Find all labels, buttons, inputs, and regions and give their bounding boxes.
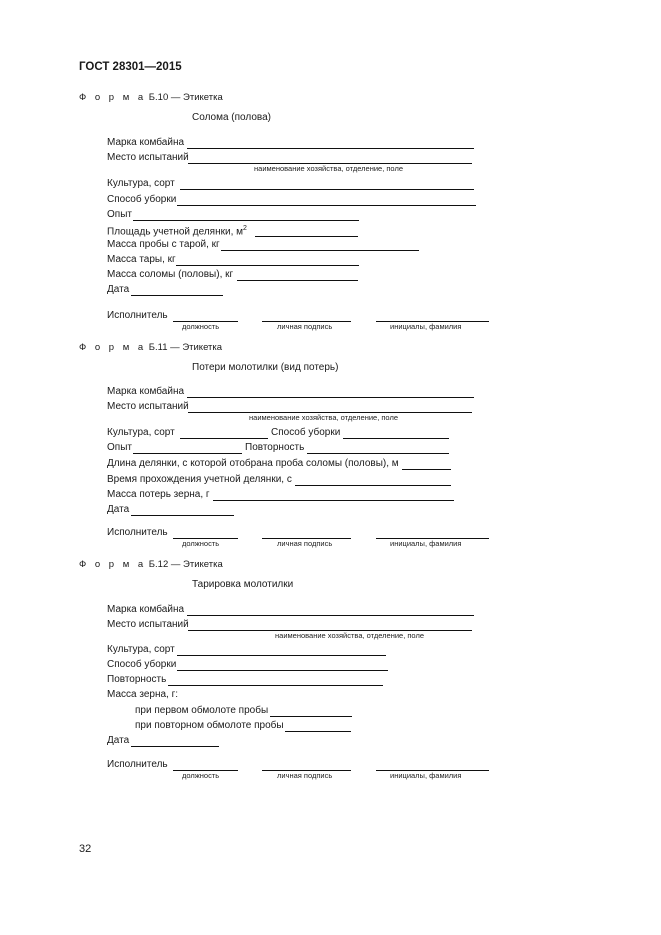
date-label: Дата (107, 284, 130, 295)
length-label: Длина делянки, с которой отобрана проба соломы (половы), м (107, 458, 399, 469)
length-field[interactable] (402, 469, 451, 470)
executor-label: Исполнитель (107, 527, 168, 538)
form-b10-title: Солома (полова) (192, 112, 271, 123)
culture-field[interactable] (177, 655, 386, 656)
initials-hint: инициалы, фамилия (390, 771, 462, 780)
sample-mass-label: Масса пробы с тарой, кг (107, 239, 220, 250)
experiment-label: Опыт (107, 442, 132, 453)
place-label: Место испытаний (107, 619, 189, 630)
date-label: Дата (107, 735, 130, 746)
date-field[interactable] (131, 295, 223, 296)
place-hint: наименование хозяйства, отделение, поле (275, 631, 424, 640)
experiment-field[interactable] (133, 453, 242, 454)
executor-label: Исполнитель (107, 759, 168, 770)
second-threshing-field[interactable] (285, 731, 351, 732)
area-field[interactable] (255, 236, 358, 237)
combine-field[interactable] (187, 148, 474, 149)
method-label: Способ уборки (107, 194, 177, 205)
combine-label: Марка комбайна (107, 137, 185, 148)
position-hint: должность (182, 771, 220, 780)
combine-label: Марка комбайна (107, 604, 185, 615)
second-threshing-label: при повторном обмолоте пробы (135, 720, 284, 731)
tare-mass-label: Масса тары, кг (107, 254, 176, 265)
culture-label: Культура, сорт (107, 427, 175, 438)
initials-hint: инициалы, фамилия (390, 322, 462, 331)
repeat-label: Повторность (245, 442, 305, 453)
signature-hint: личная подпись (277, 322, 333, 331)
executor-label: Исполнитель (107, 310, 168, 321)
form-b10-caption: Ф о р м а Б.10 — Этикетка (79, 92, 223, 103)
method-field[interactable] (343, 438, 449, 439)
date-field[interactable] (131, 746, 219, 747)
culture-label: Культура, сорт (107, 178, 175, 189)
first-threshing-field[interactable] (270, 716, 352, 717)
culture-label: Культура, сорт (107, 644, 175, 655)
repeat-field[interactable] (307, 453, 449, 454)
first-threshing-label: при первом обмолоте пробы (135, 705, 269, 716)
method-label: Способ уборки (271, 427, 341, 438)
place-label: Место испытаний (107, 401, 189, 412)
position-hint: должность (182, 539, 220, 548)
experiment-field[interactable] (133, 220, 359, 221)
form-b11-title: Потери молотилки (вид потерь) (192, 362, 339, 373)
page-number: 32 (79, 843, 92, 855)
straw-mass-label: Масса соломы (половы), кг (107, 269, 234, 280)
time-label: Время прохождения учетной делянки, с (107, 474, 292, 485)
combine-field[interactable] (187, 615, 474, 616)
position-hint: должность (182, 322, 220, 331)
initials-hint: инициалы, фамилия (390, 539, 462, 548)
method-label: Способ уборки (107, 659, 177, 670)
straw-mass-field[interactable] (237, 280, 358, 281)
date-field[interactable] (131, 515, 234, 516)
place-hint: наименование хозяйства, отделение, поле (249, 413, 398, 422)
culture-field[interactable] (180, 438, 268, 439)
place-label: Место испытаний (107, 152, 189, 163)
area-label: Площадь учетной делянки, $м^2$ (107, 225, 247, 238)
combine-field[interactable] (187, 397, 474, 398)
signature-hint: личная подпись (277, 539, 333, 548)
form-b12-caption: Ф о р м а Б.12 — Этикетка (79, 559, 223, 570)
culture-field[interactable] (180, 189, 474, 190)
form-b12-title: Тарировка молотилки (192, 579, 294, 590)
sample-mass-field[interactable] (221, 250, 419, 251)
standard-code: ГОСТ 28301—2015 (79, 61, 182, 73)
loss-mass-label: Масса потерь зерна, г (107, 489, 210, 500)
grain-mass-label: Масса зерна, г: (107, 689, 179, 700)
loss-mass-field[interactable] (213, 500, 454, 501)
method-field[interactable] (177, 670, 388, 671)
combine-label: Марка комбайна (107, 386, 185, 397)
form-b11-caption: Ф о р м а Б.11 — Этикетка (79, 342, 223, 353)
method-field[interactable] (177, 205, 476, 206)
tare-mass-field[interactable] (176, 265, 359, 266)
date-label: Дата (107, 504, 130, 515)
repeat-label: Повторность (107, 674, 167, 685)
experiment-label: Опыт (107, 209, 132, 220)
signature-hint: личная подпись (277, 771, 333, 780)
repeat-field[interactable] (168, 685, 383, 686)
place-hint: наименование хозяйства, отделение, поле (254, 164, 403, 173)
time-field[interactable] (295, 485, 451, 486)
